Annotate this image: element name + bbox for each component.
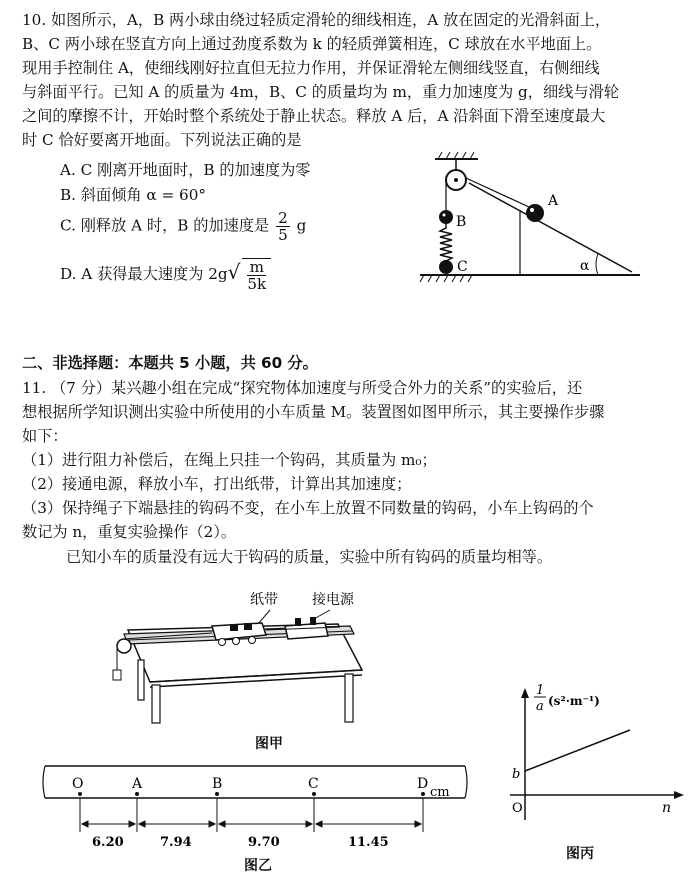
caption-bing: 图丙 — [566, 846, 594, 862]
option-c — [60, 210, 306, 243]
spring-icon — [440, 224, 452, 264]
ball-c-icon — [439, 260, 453, 274]
q11-note: 已知小车的质量没有远大于钩码的质量，实验中所有钩码的质量均相等。 — [66, 548, 552, 566]
jia-pulley-icon — [117, 639, 131, 653]
svg-text:D: D — [417, 776, 429, 792]
x-label: n — [662, 800, 672, 816]
label-b: B — [456, 214, 467, 230]
q11-step-3-cont: 数记为 n，重复实验操作（2）。 — [22, 523, 237, 541]
label-c: C — [457, 259, 468, 275]
caption-jia: 图甲 — [255, 736, 283, 752]
ball-b-icon — [439, 210, 453, 224]
option-c-fraction — [276, 210, 290, 243]
q11-line-3: 如下： — [22, 427, 68, 445]
dist-oa: 6.20 — [92, 835, 124, 850]
y-label-unit: (s²·m⁻¹) — [548, 694, 600, 708]
figure-yi — [40, 760, 470, 850]
svg-text:C: C — [308, 776, 319, 792]
hanging-weight-icon — [113, 670, 121, 680]
option-d-prefix: D. A 获得最大速度为 2g — [60, 265, 228, 283]
dist-cd: 11.45 — [348, 835, 389, 850]
label-alpha: α — [580, 258, 590, 274]
option-d-num: m — [247, 259, 266, 276]
svg-text:B: B — [212, 776, 223, 792]
label-a: A — [548, 193, 559, 209]
label-tape: 纸带 — [250, 592, 278, 608]
option-d-fraction — [247, 259, 266, 292]
q10-line-1: 10. 如图所示，A，B 两小球由绕过轻质定滑轮的细线相连，A 放在固定的光滑斜面上， — [22, 11, 611, 29]
figure-jia — [100, 590, 390, 725]
q11-step-1: （1）进行阻力补偿后，在绳上只挂一个钩码，其质量为 m₀； — [22, 451, 437, 469]
option-d-den: 5k — [247, 275, 267, 293]
ball-a-icon — [526, 204, 544, 222]
option-c-prefix: C. 刚释放 A 时，B 的加速度是 — [60, 216, 270, 235]
option-c-suffix: g — [296, 216, 307, 235]
origin-label: O — [512, 801, 523, 816]
q10-figure — [400, 150, 645, 285]
option-c-num: 2 — [278, 209, 288, 227]
dist-bc: 9.70 — [248, 835, 280, 850]
section-title: 二、非选择题：本题共 5 小题，共 60 分。 — [22, 354, 318, 372]
intercept-label: b — [512, 767, 521, 782]
q10-line-6: 时 C 恰好要离开地面。下列说法正确的是 — [22, 131, 302, 149]
y-label-num: 1 — [536, 683, 545, 698]
label-power: 接电源 — [312, 592, 354, 608]
q11-line-1: 11. （7 分）某兴趣小组在完成“探究物体加速度与所受合外力的关系”的实验后，还 — [22, 379, 583, 397]
tape-unit: cm — [430, 785, 450, 800]
figure-bing — [500, 680, 685, 830]
graph-line — [525, 730, 630, 771]
q10-line-3: 现用手控制住 A，使细线刚好拉直但无拉力作用，并保证滑轮左侧细线竖直，右侧细线 — [22, 59, 600, 77]
caption-yi: 图乙 — [244, 858, 272, 874]
q11-step-2: （2）接通电源，释放小车，打出纸带，计算出其加速度； — [22, 475, 412, 493]
q10-line-5: 之间的摩擦不计，开始时整个系统处于静止状态。释放 A 后，A 沿斜面下滑至速度最大 — [22, 107, 606, 125]
dist-ab: 7.94 — [160, 835, 192, 850]
q11-step-3: （3）保持绳子下端悬挂的钩码不变，在小车上放置不同数量的钩码，小车上钩码的个 — [22, 499, 594, 517]
option-a: A. C 刚离开地面时，B 的加速度为零 — [60, 161, 311, 179]
q11-line-2: 想根据所学知识测出实验中所使用的小车质量 M。装置图如图甲所示，其主要操作步骤 — [22, 403, 605, 421]
y-label-den: a — [536, 699, 544, 714]
q10-line-2: B、C 两小球在竖直方向上通过劲度系数为 k 的轻质弹簧相连，C 球放在水平地面上。 — [22, 35, 602, 53]
option-c-den: 5 — [278, 226, 288, 244]
option-b: B. 斜面倾角 α = 60° — [60, 186, 206, 204]
svg-text:A: A — [132, 776, 143, 792]
svg-text:O: O — [72, 776, 84, 792]
option-d — [60, 258, 271, 292]
sqrt-icon: √ — [227, 260, 241, 284]
q10-line-4: 与斜面平行。已知 A 的质量为 4m，B、C 的质量均为 m，重力加速度为 g，细线与滑轮 — [22, 83, 619, 101]
